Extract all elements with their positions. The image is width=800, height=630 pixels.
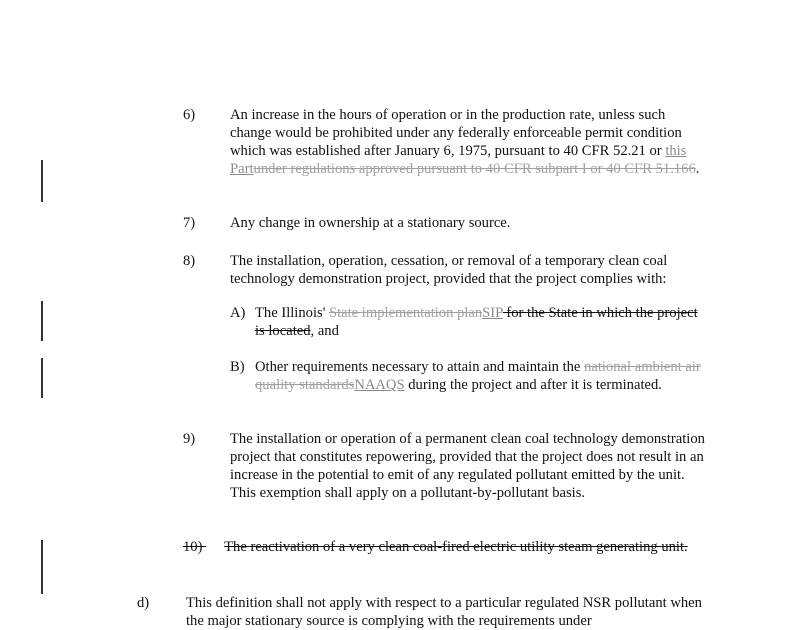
change-bar [41,540,43,594]
item-number: 10) [183,539,203,555]
text-segment: The Illinois' [255,305,329,321]
paragraph-text: This definition shall not apply with respect to a particular regulated NSR pollutant when the major stationary source is complying with the requirements under [186,595,702,629]
item-text [230,252,710,288]
text-segment: An increase in the hours of operation or in the production rate, unless such change would be prohibited under any federally enforceable permit condition which was established after January 6, 1975, pursuant to 40 CFR 52.21 or [230,107,682,159]
change-bar [41,301,43,341]
item-text [230,214,710,232]
item-number: 9) [183,431,196,447]
item-text [230,106,710,178]
text-segment: . [695,161,700,177]
deleted-text: State implementation plan [328,305,483,321]
subitem-letter: A) [230,305,246,321]
paragraph-label: d) [137,595,150,611]
deleted-text: under regulations approved pursuant to 40 CFR subpart I or 40 CFR 51.166 [253,161,696,177]
inserted-text: NAAQS [354,377,405,393]
text-segment: Other requirements necessary to attain and maintain the [255,359,585,375]
text-segment: The installation, operation, cessation, or removal of a temporary clean coal technology demonstration project, provided that the project complies with: [230,253,668,287]
item-text: The reactivation of a very clean coal-fired electric utility steam generating unit. [224,539,688,555]
inserted-text: this Part [230,143,687,177]
item-number: 8) [183,253,196,269]
item-number: 7) [183,215,196,231]
subitem-letter: B) [230,359,245,375]
change-bar [41,160,43,202]
item-text [230,430,710,502]
text-segment: Any change in ownership at a stationary source. [230,215,511,231]
change-bar [41,358,43,398]
deleted-item-10 [183,538,703,556]
text-segment: during the project and after it is terminated. [404,377,662,393]
text-segment: The installation or operation of a permanent clean coal technology demonstration project that constitutes repowering, provided that the project does not result in an increase in the potential to emit of any regulated pollutant emitted by the unit. This exemption shall apply on a pollutant-by-pollutant basis. [230,431,705,501]
subitem-text [255,358,710,394]
deleted-text: for the State in which the project is located [255,305,698,339]
item-number: 6) [183,107,196,123]
text-segment: , and [310,323,339,339]
inserted-text: SIP [482,305,503,321]
subitem-text [255,304,710,340]
deleted-text: national ambient air quality standards [255,359,701,393]
